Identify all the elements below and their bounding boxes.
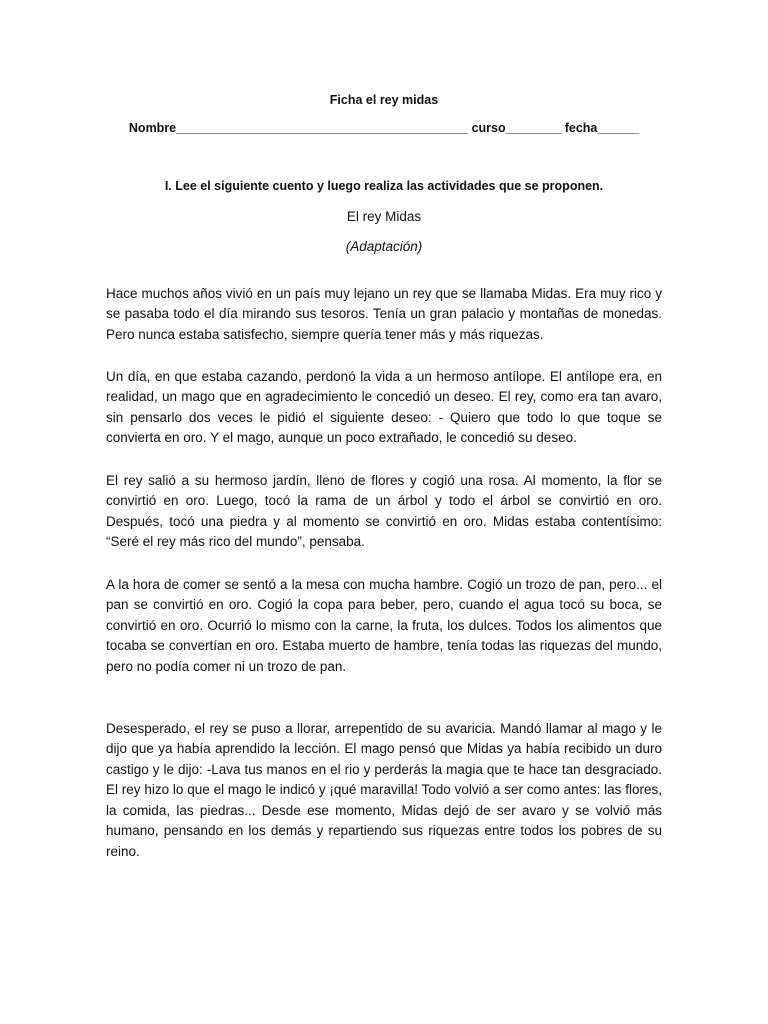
story-paragraph-4: A la hora de comer se sentó a la mesa con mucha hambre. Cogió un trozo de pan, pero... el pan se convirtió en oro. Cogió la copa para beber, pero, cuando el agua tocó su boca, se convirtió en oro. Ocurrió lo mismo con la carne, la fruta, los dulces. Todos los alimentos que tocaba se convertían en oro. Estaba muerto de hambre, tenía todas las riquezas del mundo, pero no podía comer ni un trozo de pan. bbox=[106, 576, 662, 674]
instruction-text: I. Lee el siguiente cuento y luego realiza las actividades que se proponen. bbox=[164, 179, 604, 193]
story-paragraph-5: Desesperado, el rey se puso a llorar, arrepentido de su avaricia. Mandó llamar al mago y le dijo que ya había aprendido la lección. El mago pensó que Midas ya había recibido un duro castigo y le dijo: -Lava tus manos en el rio y perderás la magia que te hace tan desgraciado. El rey hizo lo que el mago le indicó y ¡qué maravilla! Todo volvió a ser como antes: las flores, la comida, las piedras... Desde ese momento, Midas dejó de ser avaro y se volvió más humano, pensando en los demás y repartiendo sus riquezas entre todos los pobres de su reino. bbox=[106, 720, 662, 860]
story-subtitle: (Adaptación) bbox=[345, 239, 423, 254]
story-paragraph-2: Un día, en que estaba cazando, perdonó la vida a un hermoso antílope. El antílope era, en realidad, un mago que en agradecimiento le concedió un deseo. El rey, como era tan avaro, sin pensarlo dos veces le pidió el siguiente deseo: - Quiero que todo lo que toque se convierta en oro. Y el mago, aunque un poco extrañado, le concedió su deseo. bbox=[106, 368, 662, 446]
story-paragraph-1: Hace muchos años vivió en un país muy lejano un rey que se llamaba Midas. Era muy rico y se pasaba todo el día mirando sus tesoros. Tenía un gran palacio y montañas de monedas. Pero nunca estaba satisfecho, siempre quería tener más y más riquezas. bbox=[106, 285, 662, 342]
story-paragraph-3: El rey salió a su hermoso jardín, lleno de flores y cogió una rosa. Al momento, la flor se convirtió en oro. Luego, tocó la rama de un árbol y todo el árbol se convirtió en oro. Después, tocó una piedra y al momento se convirtió en oro. Midas estaba contentísimo: “Seré el rey más rico del mundo”, pensaba. bbox=[106, 472, 662, 550]
student-info-line: Nombre__________________________________________ curso________ fecha______ bbox=[128, 121, 640, 135]
story-title: El rey Midas bbox=[346, 209, 422, 224]
worksheet-title: Ficha el rey midas bbox=[329, 93, 439, 107]
